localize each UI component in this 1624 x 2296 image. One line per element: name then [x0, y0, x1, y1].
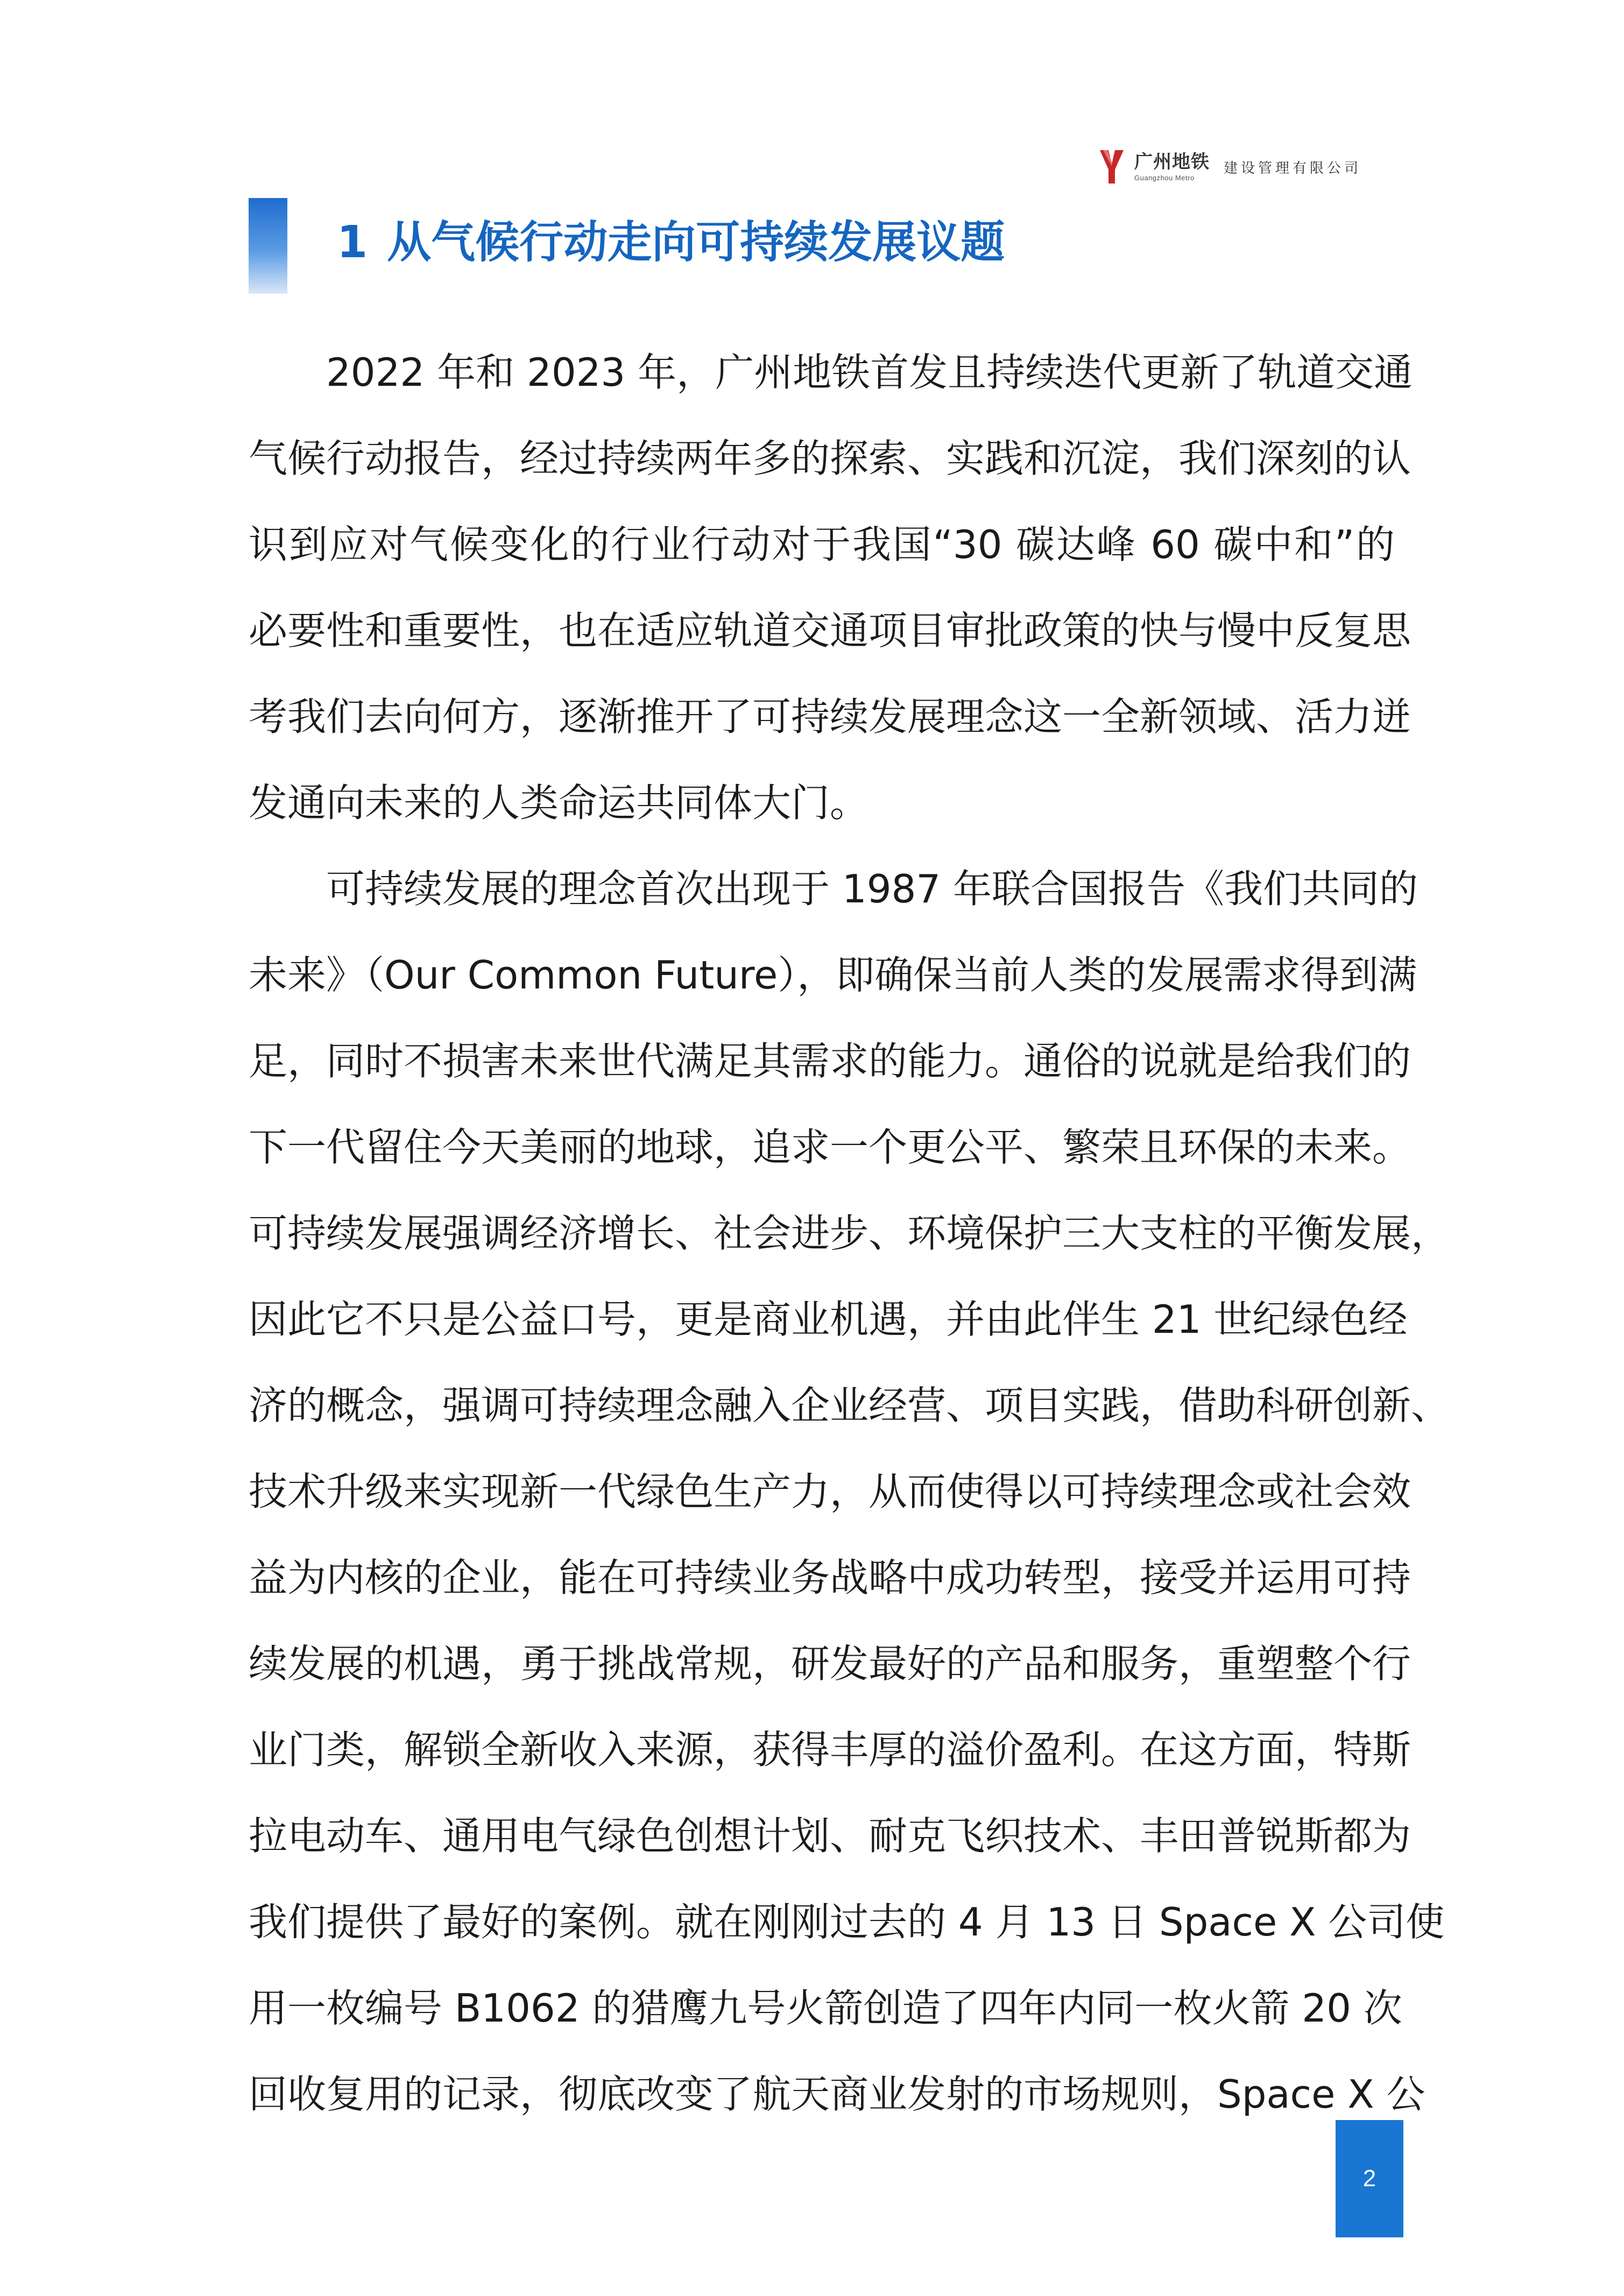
text-line: 考我们去向何方，逐渐推开了可持续发展理念这一全新领域、活力迸	[249, 694, 1411, 739]
text-line: 2022 年和 2023 年，广州地铁首发且持续迭代更新了轨道交通	[326, 350, 1413, 395]
text-line: 续发展的机遇，勇于挑战常规，研发最好的产品和服务，重塑整个行	[249, 1641, 1411, 1686]
text-line: 发通向未来的人类命运共同体大门。	[249, 780, 869, 825]
text-line: 下一代留住今天美丽的地球，追求一个更公平、繁荣且环保的未来。	[249, 1125, 1411, 1170]
company-logo	[1098, 145, 1372, 188]
text-line: 拉电动车、通用电气绿色创想计划、耐克飞织技术、丰田普锐斯都为	[249, 1813, 1411, 1859]
paragraph-2	[249, 846, 1450, 2137]
page-number-tab	[1336, 2120, 1403, 2237]
text-line: 因此它不只是公益口号，更是商业机遇，并由此伴生 21 世纪绿色经	[249, 1297, 1408, 1342]
logo-english-name: Guangzhou Metro	[1134, 173, 1195, 182]
logo-subsidiary-name: 建设管理有限公司	[1224, 160, 1362, 176]
text-line: 必要性和重要性，也在适应轨道交通项目审批政策的快与慢中反复思	[249, 608, 1411, 653]
section-number: 1	[337, 217, 368, 268]
text-line: 我们提供了最好的案例。就在刚刚过去的 4 月 13 日 Space X 公司使	[249, 1899, 1445, 1945]
page-number: 2	[1362, 2165, 1376, 2192]
text-line: 济的概念，强调可持续理念融入企业经营、项目实践，借助科研创新、	[249, 1383, 1450, 1428]
text-line: 未来》（Our Common Future），即确保当前人类的发展需求得到满	[249, 952, 1417, 998]
logo-text	[1134, 153, 1210, 181]
text-line: 可持续发展的理念首次出现于 1987 年联合国报告《我们共同的	[326, 866, 1418, 912]
text-line: 技术升级来实现新一代绿色生产力，从而使得以可持续理念或社会效	[249, 1469, 1411, 1514]
text-line: 回收复用的记录，彻底改变了航天商业发射的市场规则，Space X 公	[249, 2072, 1425, 2117]
text-line: 气候行动报告，经过持续两年多的探索、实践和沉淀，我们深刻的认	[249, 436, 1411, 481]
paragraph-1	[249, 329, 1413, 846]
text-line: 可持续发展强调经济增长、社会进步、环境保护三大支柱的平衡发展，	[249, 1211, 1450, 1256]
guangzhou-metro-logo-icon	[1098, 148, 1126, 186]
section-title	[337, 213, 1005, 272]
text-line: 益为内核的企业，能在可持续业务战略中成功转型，接受并运用可持	[249, 1555, 1411, 1600]
logo-chinese-name: 广州地铁	[1134, 151, 1210, 173]
text-line: 业门类，解锁全新收入来源，获得丰厚的溢价盈利。在这方面，特斯	[249, 1727, 1411, 1772]
text-line: 用一枚编号 B1062 的猎鹰九号火箭创造了四年内同一枚火箭 20 次	[249, 1986, 1402, 2031]
text-line: 足，同时不损害未来世代满足其需求的能力。通俗的说就是给我们的	[249, 1039, 1411, 1084]
section-title-accent-bar	[249, 198, 287, 294]
section-title-text: 从气候行动走向可持续发展议题	[387, 217, 1005, 268]
document-body	[249, 329, 1450, 2137]
text-line: 识到应对气候变化的行业行动对于我国“30 碳达峰 60 碳中和”的	[249, 522, 1395, 567]
